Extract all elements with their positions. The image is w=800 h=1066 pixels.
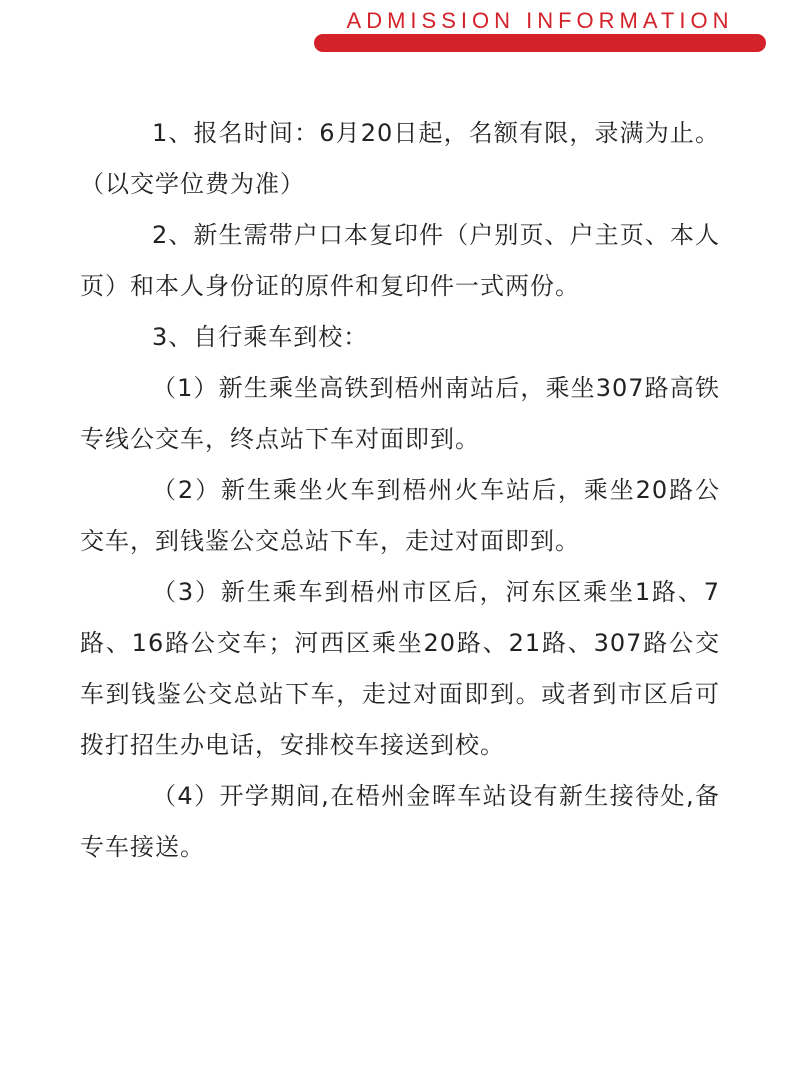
info-paragraph-transport-heading: 3、自行乘车到校： xyxy=(152,323,369,351)
header-title: ADMISSION INFORMATION xyxy=(314,6,766,36)
header-accent-bar xyxy=(314,34,766,52)
admission-info-body xyxy=(80,108,720,873)
info-paragraph-documents: 2、新生需带户口本复印件（户别页、户主页、本人页）和本人身份证的原件和复印件一式两份。 xyxy=(80,221,720,300)
info-paragraph-reception: （4）开学期间,在梧州金晖车站设有新生接待处,备专车接送。 xyxy=(80,782,720,861)
info-paragraph-registration-time: 1、报名时间：6月20日起，名额有限，录满为止。（以交学位费为准） xyxy=(80,119,720,198)
section-header xyxy=(314,6,766,54)
info-paragraph-high-speed-rail: （1）新生乘坐高铁到梧州南站后，乘坐307路高铁专线公交车，终点站下车对面即到。 xyxy=(80,374,720,453)
info-paragraph-city-bus: （3）新生乘车到梧州市区后，河东区乘坐1路、7路、16路公交车；河西区乘坐20路、21路、307路公交车到钱鉴公交总站下车，走过对面即到。或者到市区后可拨打招生办电话，安排校车接送到校。 xyxy=(80,578,720,759)
info-paragraph-train: （2）新生乘坐火车到梧州火车站后，乘坐20路公交车，到钱鉴公交总站下车，走过对面即到。 xyxy=(80,476,720,555)
